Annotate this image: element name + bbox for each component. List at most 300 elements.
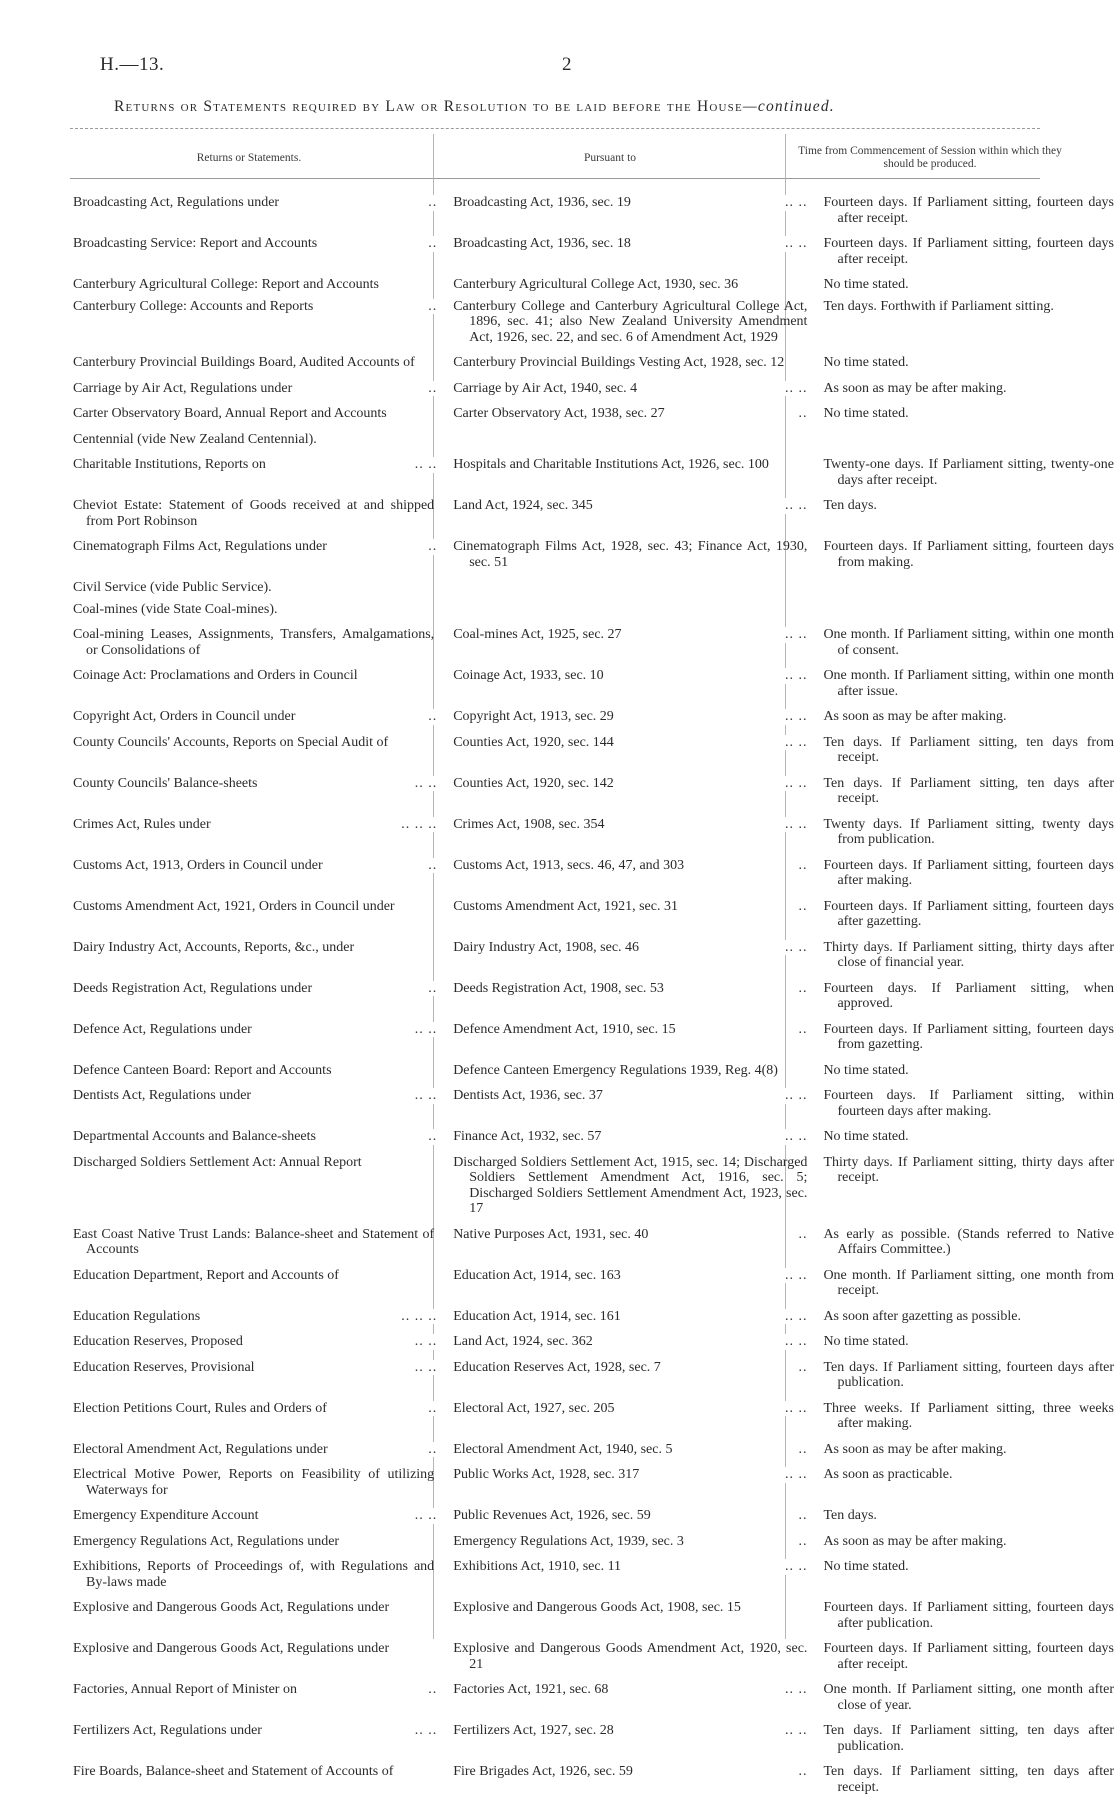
statute-reference xyxy=(453,236,807,252)
time-limit-text: Fourteen days. If Parliament sitting, fourteen days from making. xyxy=(823,539,1114,570)
return-title xyxy=(73,1682,438,1698)
leader-dots: .. xyxy=(792,981,807,997)
return-title xyxy=(73,498,434,529)
return-title-text: Emergency Regulations Act, Regulations under xyxy=(73,1533,340,1549)
return-title xyxy=(73,816,438,833)
time-limit xyxy=(823,1309,1114,1325)
statute-reference xyxy=(453,1227,807,1243)
table-row xyxy=(0,1063,1114,1079)
return-title-text: Departmental Accounts and Balance-sheets xyxy=(73,1129,316,1144)
time-limit-text: Fourteen days. If Parliament sitting, fourteen days after publication. xyxy=(823,1600,1114,1631)
return-title-text: Education Reserves, Proposed xyxy=(73,1334,243,1349)
statute-reference-text: Broadcasting Act, 1936, sec. 18 xyxy=(453,236,631,251)
time-limit-text: One month. If Parliament sitting, within one month after issue. xyxy=(823,668,1114,699)
statute-reference-text: Explosive and Dangerous Goods Act, 1908, sec. 15 xyxy=(453,1600,741,1615)
time-limit-text: Ten days. If Parliament sitting, ten days from receipt. xyxy=(823,734,1114,765)
statute-reference-text: Fertilizers Act, 1927, sec. 28 xyxy=(453,1723,614,1738)
leader-dots: .. xyxy=(792,1534,807,1550)
statute-reference xyxy=(453,1764,807,1780)
time-limit-text: No time stated. xyxy=(823,1334,909,1349)
return-title-text: Fertilizers Act, Regulations under xyxy=(73,1723,262,1738)
time-limit-text: As early as possible. (Stands referred to Native Affairs Committee.) xyxy=(823,1226,1114,1257)
time-limit xyxy=(823,1682,1114,1713)
table-row xyxy=(0,457,1114,488)
time-limit xyxy=(823,381,1114,397)
return-title xyxy=(73,980,438,997)
column-header-pursuant: Pursuant to xyxy=(583,151,637,164)
time-limit xyxy=(823,899,1114,930)
table-row xyxy=(0,1723,1114,1754)
time-limit-text: Fourteen days. If Parliament sitting, fourteen days after making. xyxy=(823,857,1114,888)
leader-dots: .. .. xyxy=(779,236,808,252)
leader-dots: .. .. xyxy=(409,457,438,473)
statute-reference-text: Finance Act, 1932, sec. 57 xyxy=(453,1129,602,1144)
table-row xyxy=(0,1401,1114,1432)
return-title-text: Charitable Institutions, Reports on xyxy=(73,457,266,472)
return-title-text: Canterbury Agricultural College: Report and Accounts xyxy=(73,277,379,292)
leader-dots: .. xyxy=(792,406,807,422)
return-title xyxy=(73,1723,438,1739)
time-limit-text: Fourteen days. If Parliament sitting, fourteen days from gazetting. xyxy=(823,1021,1114,1052)
statute-reference-text: Fire Brigades Act, 1926, sec. 59 xyxy=(453,1764,633,1779)
return-title-text: Broadcasting Service: Report and Accounts xyxy=(73,236,318,251)
statute-reference xyxy=(453,1022,807,1038)
statute-reference-text: Emergency Regulations Act, 1939, sec. 3 xyxy=(453,1533,684,1549)
time-limit xyxy=(823,236,1114,267)
table-row xyxy=(0,1309,1114,1325)
table-row xyxy=(0,981,1114,1012)
statute-reference xyxy=(453,817,807,833)
table-row xyxy=(0,381,1114,397)
leader-dots: .. .. xyxy=(779,498,808,514)
time-limit xyxy=(823,539,1114,570)
table-row xyxy=(0,1129,1114,1145)
return-title-text: Copyright Act, Orders in Council under xyxy=(73,709,296,724)
return-title xyxy=(73,1600,434,1616)
leader-dots: .. .. xyxy=(409,776,438,792)
leader-dots: .. .. xyxy=(779,1682,808,1698)
table-row xyxy=(0,1360,1114,1391)
statute-reference xyxy=(453,1334,807,1350)
time-limit xyxy=(823,1334,1114,1350)
time-limit xyxy=(823,668,1114,699)
leader-dots: .. .. xyxy=(779,817,808,833)
leader-dots: .. .. xyxy=(779,735,808,751)
statute-reference-text: Customs Amendment Act, 1921, sec. 31 xyxy=(453,898,678,914)
return-title xyxy=(73,668,434,684)
return-title-text: Dairy Industry Act, Accounts, Reports, &c., under xyxy=(73,939,355,955)
return-title xyxy=(73,432,434,448)
column-header-returns: Returns or Statements. xyxy=(196,151,302,164)
time-limit-text: Fourteen days. If Parliament sitting, when approved. xyxy=(823,980,1114,1011)
table-row xyxy=(0,817,1114,848)
table-row xyxy=(0,899,1114,930)
statute-reference-text: Factories Act, 1921, sec. 68 xyxy=(453,1682,609,1697)
time-limit xyxy=(823,299,1114,315)
table-row xyxy=(0,1534,1114,1550)
time-limit-text: Ten days. If Parliament sitting, ten days after receipt. xyxy=(823,1764,1114,1795)
statute-reference-text: Copyright Act, 1913, sec. 29 xyxy=(453,709,614,724)
statute-reference xyxy=(453,1508,807,1524)
leader-dots: .. xyxy=(792,1508,807,1524)
statute-reference xyxy=(453,498,807,514)
return-title xyxy=(73,1155,434,1171)
return-title-text: Education Reserves, Provisional xyxy=(73,1359,255,1375)
time-limit xyxy=(823,981,1114,1012)
leader-dots: .. .. xyxy=(779,1467,808,1483)
return-title xyxy=(73,775,438,792)
time-limit xyxy=(823,1268,1114,1299)
statute-reference xyxy=(453,355,807,371)
leader-dots: .. xyxy=(422,381,437,397)
time-limit xyxy=(823,1559,1114,1575)
statute-reference-text: Explosive and Dangerous Goods Amendment Act, 1920, sec. 21 xyxy=(453,1641,808,1672)
return-title-text: County Councils' Balance-sheets xyxy=(73,775,258,791)
return-title-text: East Coast Native Trust Lands: Balance-sheet and Statement of Accounts xyxy=(73,1226,435,1257)
time-limit xyxy=(823,457,1114,488)
time-limit-text: No time stated. xyxy=(823,1129,909,1144)
table-row xyxy=(0,940,1114,971)
return-title-text: Centennial (vide New Zealand Centennial). xyxy=(73,431,317,447)
table-row xyxy=(0,236,1114,267)
leader-dots: .. xyxy=(792,858,807,874)
statute-reference xyxy=(453,1063,807,1079)
return-title xyxy=(73,735,434,751)
statute-reference xyxy=(453,981,807,997)
leader-dots: .. xyxy=(422,236,437,252)
return-title xyxy=(73,857,438,874)
time-limit xyxy=(823,858,1114,889)
statute-reference xyxy=(453,277,807,293)
leader-dots: .. .. .. xyxy=(395,1309,437,1325)
time-limit xyxy=(823,1129,1114,1145)
statute-reference xyxy=(453,735,807,751)
time-limit xyxy=(823,1155,1114,1186)
table-row xyxy=(0,735,1114,766)
return-title xyxy=(73,1268,434,1284)
return-title-text: Dentists Act, Regulations under xyxy=(73,1088,252,1103)
time-limit-text: Fourteen days. If Parliament sitting, fourteen days after gazetting. xyxy=(823,898,1114,929)
return-title-text: Education Department, Report and Accounts of xyxy=(73,1267,339,1283)
return-title xyxy=(73,1088,438,1104)
return-title-text: Education Regulations xyxy=(73,1308,201,1324)
table-row xyxy=(0,709,1114,725)
time-limit xyxy=(823,1600,1114,1631)
leader-dots: .. xyxy=(422,1401,437,1417)
time-limit-text: One month. If Parliament sitting, within one month of consent. xyxy=(823,627,1114,658)
leader-dots: .. xyxy=(792,1360,807,1376)
leader-dots: .. .. xyxy=(779,627,808,643)
return-title xyxy=(73,580,434,596)
time-limit xyxy=(823,1022,1114,1053)
table-row xyxy=(0,1155,1114,1217)
statute-reference xyxy=(453,406,807,422)
return-title-text: Coal-mines (vide State Coal-mines). xyxy=(73,601,278,617)
table-top-rule xyxy=(70,128,1040,129)
table-row xyxy=(0,1682,1114,1713)
table-row xyxy=(0,1227,1114,1258)
return-title xyxy=(73,1559,434,1590)
leader-dots: .. xyxy=(422,1442,437,1458)
leader-dots: .. .. xyxy=(779,1088,808,1104)
return-title-text: Coal-mining Leases, Assignments, Transfers, Amalgamations, or Consolidations of xyxy=(73,627,435,658)
leader-dots: .. xyxy=(422,858,437,874)
return-title-text: Canterbury College: Accounts and Reports xyxy=(73,298,314,314)
return-title xyxy=(73,1227,434,1258)
statute-reference xyxy=(453,1309,807,1325)
time-limit xyxy=(823,1227,1114,1258)
leader-dots: .. .. xyxy=(779,195,808,211)
time-limit xyxy=(823,498,1114,514)
time-limit xyxy=(823,195,1114,226)
time-limit-text: Ten days. xyxy=(823,498,877,513)
table-row xyxy=(0,1559,1114,1590)
time-limit-text: Ten days. If Parliament sitting, fourteen days after publication. xyxy=(823,1359,1114,1390)
table-row xyxy=(0,627,1114,658)
time-limit xyxy=(823,406,1114,422)
time-limit xyxy=(823,940,1114,971)
time-limit xyxy=(823,1723,1114,1754)
statute-reference-text: Hospitals and Charitable Institutions Act, 1926, sec. 100 xyxy=(453,457,769,472)
leader-dots: .. xyxy=(792,1764,807,1780)
table-row xyxy=(0,539,1114,570)
statute-reference xyxy=(453,539,807,570)
statute-reference xyxy=(453,457,807,473)
statute-reference xyxy=(453,1467,807,1483)
table-row xyxy=(0,432,1114,448)
return-title-text: Customs Act, 1913, Orders in Council under xyxy=(73,857,323,873)
return-title xyxy=(73,406,434,422)
time-limit xyxy=(823,1088,1114,1119)
time-limit-text: Ten days. If Parliament sitting, ten days after publication. xyxy=(823,1723,1114,1754)
table-row xyxy=(0,1268,1114,1299)
return-title-text: Defence Act, Regulations under xyxy=(73,1021,252,1037)
statute-reference xyxy=(453,1088,807,1104)
table-row xyxy=(0,1442,1114,1458)
statute-reference xyxy=(453,1155,807,1217)
statute-reference xyxy=(453,1682,807,1698)
statute-reference xyxy=(453,1641,807,1672)
time-limit xyxy=(823,1360,1114,1391)
statute-reference-text: Public Revenues Act, 1926, sec. 59 xyxy=(453,1508,651,1523)
time-limit-text: One month. If Parliament sitting, one month after close of year. xyxy=(823,1682,1114,1713)
table-row xyxy=(0,602,1114,618)
return-title xyxy=(73,1129,438,1145)
time-limit xyxy=(823,355,1114,371)
statute-reference-text: Discharged Soldiers Settlement Act, 1915, sec. 14; Discharged Soldiers Settlement Amendment Act, 1916, sec. 5; Discharged Soldiers Settlement Amendment Act, 1923, sec. 17 xyxy=(453,1154,808,1216)
time-limit-text: As soon as may be after making. xyxy=(823,709,1007,724)
document-title xyxy=(114,98,1034,116)
table-row xyxy=(0,1600,1114,1631)
leader-dots: .. .. xyxy=(409,1334,438,1350)
time-limit xyxy=(823,1534,1114,1550)
table-row xyxy=(0,1641,1114,1672)
return-title-text: Cinematograph Films Act, Regulations under xyxy=(73,539,327,554)
leader-dots: .. .. xyxy=(779,1401,808,1417)
statute-reference-text: Canterbury College and Canterbury Agricultural College Act, 1896, sec. 41; also New Zealand University Amendment Act, 1926, sec. 22, and sec. 6 of Amendment Act, 1929 xyxy=(453,298,808,345)
time-limit xyxy=(823,1764,1114,1795)
leader-dots: .. xyxy=(422,195,437,211)
time-limit-text: As soon after gazetting as possible. xyxy=(823,1308,1021,1324)
leader-dots: .. .. xyxy=(409,1508,438,1524)
time-limit-text: Twenty days. If Parliament sitting, twenty days from publication. xyxy=(823,816,1114,847)
statute-reference-text: Education Act, 1914, sec. 161 xyxy=(453,1308,621,1324)
return-title-text: Discharged Soldiers Settlement Act: Annual Report xyxy=(73,1154,362,1170)
statute-reference xyxy=(453,1534,807,1550)
return-title-text: Customs Amendment Act, 1921, Orders in Council under xyxy=(73,898,395,914)
return-title xyxy=(73,1063,434,1079)
table-row xyxy=(0,668,1114,699)
table-row xyxy=(0,1508,1114,1524)
time-limit-text: Three weeks. If Parliament sitting, three weeks after making. xyxy=(823,1400,1114,1431)
return-title xyxy=(73,1764,434,1780)
return-title xyxy=(73,1359,438,1376)
statute-reference-text: Cinematograph Films Act, 1928, sec. 43; Finance Act, 1930, sec. 51 xyxy=(453,539,808,570)
statute-reference xyxy=(453,1442,807,1458)
return-title xyxy=(73,539,438,555)
return-title xyxy=(73,298,438,315)
return-title xyxy=(73,899,434,915)
table-row xyxy=(0,498,1114,529)
statute-reference-text: Dentists Act, 1936, sec. 37 xyxy=(453,1088,603,1103)
statute-reference-text: Land Act, 1924, sec. 362 xyxy=(453,1334,593,1349)
table-row xyxy=(0,580,1114,596)
time-limit-text: No time stated. xyxy=(823,277,909,292)
statute-reference-text: Customs Act, 1913, secs. 46, 47, and 303 xyxy=(453,857,685,873)
table-row xyxy=(0,858,1114,889)
leader-dots: .. .. xyxy=(779,940,808,956)
leader-dots: .. .. xyxy=(779,381,808,397)
time-limit-text: Thirty days. If Parliament sitting, thirty days after close of financial year. xyxy=(823,939,1114,970)
leader-dots: .. .. xyxy=(409,1022,438,1038)
table-row xyxy=(0,1088,1114,1119)
time-limit xyxy=(823,1442,1114,1458)
leader-dots: .. xyxy=(792,899,807,915)
statute-reference xyxy=(453,195,807,211)
leader-dots: .. .. .. xyxy=(395,817,437,833)
time-limit-text: As soon as may be after making. xyxy=(823,1441,1007,1457)
time-limit xyxy=(823,1508,1114,1524)
statute-reference xyxy=(453,1129,807,1145)
return-title xyxy=(73,1334,438,1350)
statute-reference-text: Defence Canteen Emergency Regulations 1939, Reg. 4(8) xyxy=(453,1062,778,1078)
leader-dots: .. xyxy=(422,299,437,315)
return-title-text: Factories, Annual Report of Minister on xyxy=(73,1682,297,1697)
leader-dots: .. xyxy=(422,981,437,997)
time-limit xyxy=(823,1401,1114,1432)
statute-reference-text: Native Purposes Act, 1931, sec. 40 xyxy=(453,1226,649,1242)
return-title xyxy=(73,1441,438,1458)
statute-reference-text: Canterbury Provincial Buildings Vesting Act, 1928, sec. 12 xyxy=(453,355,785,370)
return-title-text: Carter Observatory Board, Annual Report and Accounts xyxy=(73,406,387,421)
leader-dots: .. .. xyxy=(409,1360,438,1376)
time-limit xyxy=(823,1641,1114,1672)
column-header-time: Time from Commencement of Session within which they should be produced. xyxy=(798,145,1062,170)
time-limit-text: Ten days. If Parliament sitting, ten days after receipt. xyxy=(823,775,1114,806)
return-title xyxy=(73,1308,438,1325)
table-row xyxy=(0,355,1114,371)
statute-reference-text: Coinage Act, 1933, sec. 10 xyxy=(453,668,604,683)
statute-reference xyxy=(453,627,807,643)
time-limit-text: No time stated. xyxy=(823,406,909,421)
statute-reference xyxy=(453,899,807,915)
leader-dots: .. .. xyxy=(779,1309,808,1325)
time-limit xyxy=(823,735,1114,766)
leader-dots: .. xyxy=(422,539,437,555)
leader-dots: .. xyxy=(792,1022,807,1038)
page-number: 2 xyxy=(562,54,572,75)
table-row xyxy=(0,406,1114,422)
statute-reference-text: Public Works Act, 1928, sec. 317 xyxy=(453,1467,640,1482)
leader-dots: .. .. xyxy=(779,1723,808,1739)
time-limit xyxy=(823,776,1114,807)
statute-reference xyxy=(453,1268,807,1284)
time-limit-text: As soon as may be after making. xyxy=(823,1533,1007,1549)
leader-dots: .. xyxy=(422,709,437,725)
leader-dots: .. .. xyxy=(779,1334,808,1350)
return-title xyxy=(73,1508,438,1524)
statute-reference-text: Land Act, 1924, sec. 345 xyxy=(453,498,593,513)
statute-reference-text: Electoral Act, 1927, sec. 205 xyxy=(453,1400,615,1416)
time-limit-text: One month. If Parliament sitting, one month from receipt. xyxy=(823,1267,1114,1298)
statute-reference-text: Exhibitions Act, 1910, sec. 11 xyxy=(453,1559,622,1574)
time-limit-text: As soon as may be after making. xyxy=(823,380,1007,396)
return-title xyxy=(73,709,438,725)
return-title-text: Electrical Motive Power, Reports on Feasibility of utilizing Waterways for xyxy=(73,1467,435,1498)
leader-dots: .. .. xyxy=(779,1268,808,1284)
return-title xyxy=(73,195,438,211)
returns-table xyxy=(0,195,1114,1805)
return-title xyxy=(73,355,434,371)
return-title-text: Election Petitions Court, Rules and Orders of xyxy=(73,1400,327,1416)
return-title-text: Explosive and Dangerous Goods Act, Regulations under xyxy=(73,1641,390,1656)
leader-dots: .. xyxy=(422,1682,437,1698)
return-title-text: Canterbury Provincial Buildings Board, Audited Accounts of xyxy=(73,355,415,370)
statute-reference xyxy=(453,1723,807,1739)
table-row xyxy=(0,1022,1114,1053)
leader-dots: .. .. xyxy=(779,776,808,792)
statute-reference xyxy=(453,709,807,725)
return-title xyxy=(73,1021,438,1038)
title-text: Returns or Statements required by Law or Resolution to be laid before the House xyxy=(114,98,743,115)
time-limit-text: No time stated. xyxy=(823,355,909,370)
return-title-text: Fire Boards, Balance-sheet and Statement of Accounts of xyxy=(73,1764,394,1779)
statute-reference-text: Dairy Industry Act, 1908, sec. 46 xyxy=(453,939,640,955)
return-title xyxy=(73,627,434,658)
table-row xyxy=(0,776,1114,807)
statute-reference-text: Counties Act, 1920, sec. 142 xyxy=(453,775,614,791)
return-title xyxy=(73,1641,434,1657)
statute-reference xyxy=(453,1401,807,1417)
time-limit-text: Fourteen days. If Parliament sitting, within fourteen days after making. xyxy=(823,1088,1114,1119)
time-limit xyxy=(823,1063,1114,1079)
time-limit-text: As soon as practicable. xyxy=(823,1467,953,1482)
return-title-text: Broadcasting Act, Regulations under xyxy=(73,195,280,210)
return-title xyxy=(73,1400,438,1417)
time-limit xyxy=(823,709,1114,725)
statute-reference-text: Electoral Amendment Act, 1940, sec. 5 xyxy=(453,1441,673,1457)
leader-dots: .. .. xyxy=(779,1559,808,1575)
leader-dots: .. .. xyxy=(779,709,808,725)
title-continued: —continued. xyxy=(742,98,835,115)
statute-reference-text: Education Reserves Act, 1928, sec. 7 xyxy=(453,1359,661,1375)
time-limit-text: Twenty-one days. If Parliament sitting, twenty-one days after receipt. xyxy=(823,457,1114,488)
return-title-text: Explosive and Dangerous Goods Act, Regulations under xyxy=(73,1600,390,1615)
statute-reference-text: Education Act, 1914, sec. 163 xyxy=(453,1267,621,1283)
return-title-text: County Councils' Accounts, Reports on Special Audit of xyxy=(73,734,389,750)
return-title xyxy=(73,940,434,956)
time-limit-text: No time stated. xyxy=(823,1062,909,1078)
